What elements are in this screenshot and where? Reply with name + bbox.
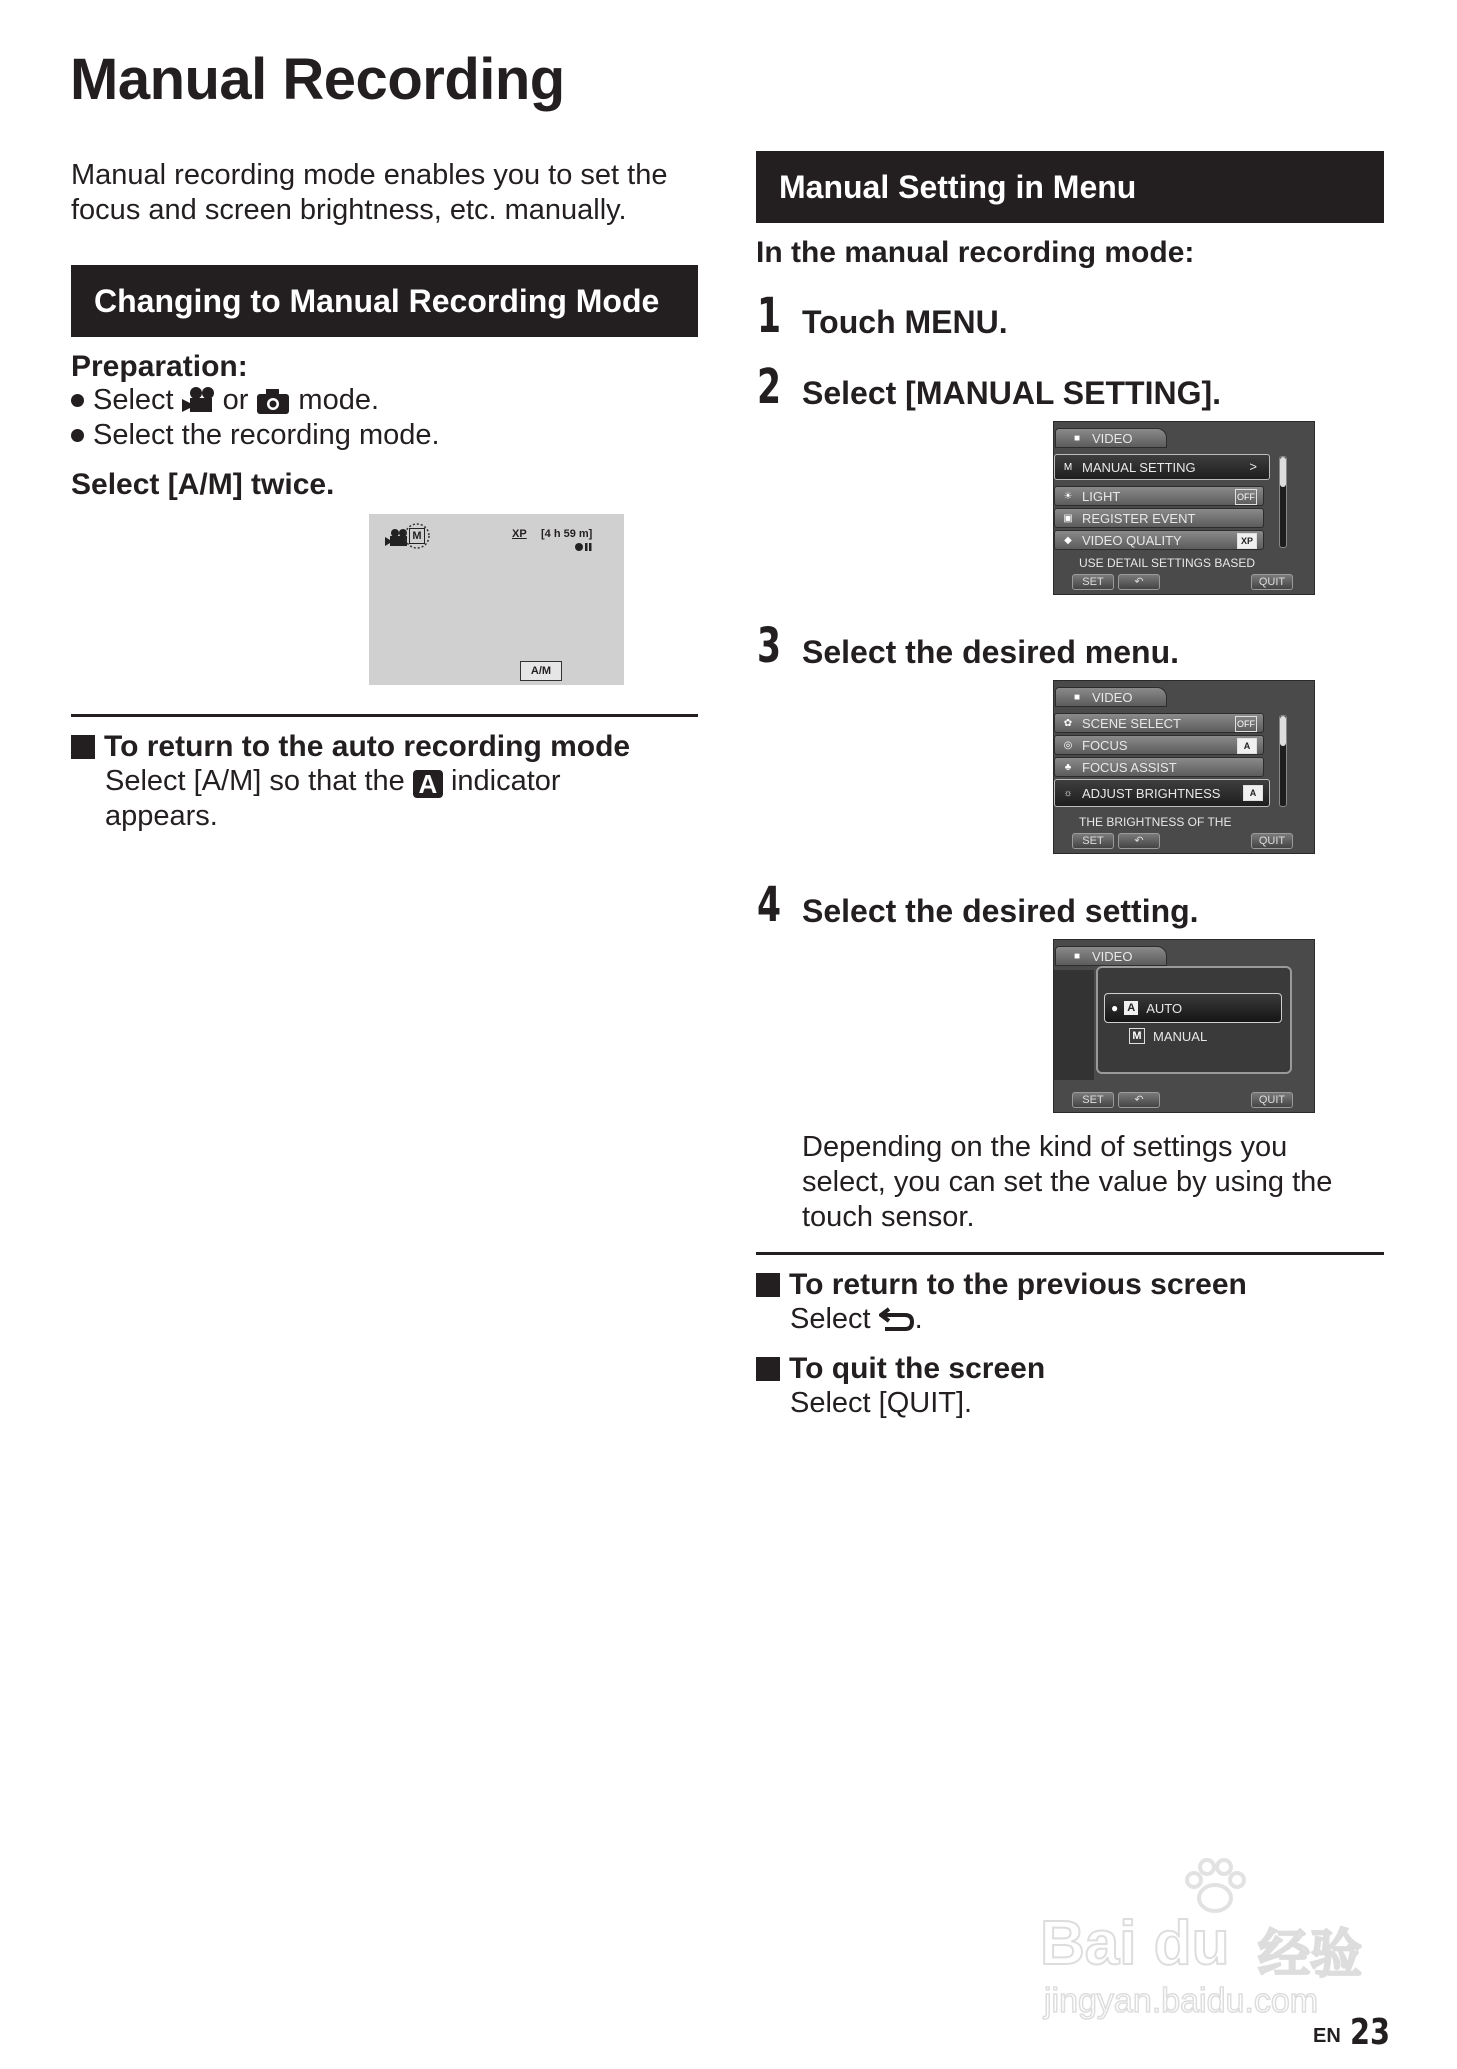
selected-dot-icon: ● [1111,1001,1119,1015]
prev-screen-heading-text: To return to the previous screen [789,1268,1247,1301]
setting-screen-auto-manual [1053,939,1315,1113]
video-tab[interactable]: ■ VIDEO [1055,428,1167,448]
menu-item-video-quality[interactable]: ◆ VIDEO QUALITY XP [1054,530,1264,550]
prev-screen-heading [756,1268,1247,1302]
chevron-right-icon: > [1249,459,1257,474]
step-3-number: 3 [757,618,782,674]
video-camera-icon [182,386,218,416]
left-section-title: Changing to Manual Recording Mode [94,282,660,319]
square-bullet [756,1357,780,1381]
page-title: Manual Recording [70,47,565,112]
prep-text: Select [93,384,174,416]
manual-mode-indicator: M [409,528,425,544]
dimmed-menu-column [1054,970,1094,1080]
prep-bullet-2 [71,419,440,452]
remaining-time: [4 h 59 m] [541,528,593,540]
option-auto[interactable] [1104,993,1282,1023]
menu-item-label: REGISTER EVENT [1082,510,1196,526]
prep-text: or [222,384,249,416]
select-am-instruction: Select [A/M] twice. [71,468,335,501]
divider [756,1252,1384,1255]
step-3-label: Select the desired menu. [802,634,1180,670]
back-button[interactable] [1118,574,1160,590]
prep-bullet-1 [71,384,379,417]
menu-item-manual-setting[interactable]: M MANUAL SETTING > [1054,454,1270,480]
video-tab[interactable]: ■ VIDEO [1055,687,1167,707]
quit-screen-heading-text: To quit the screen [789,1352,1046,1385]
auto-return-heading-text: To return to the auto recording mode [104,730,631,763]
manual-icon: M [1129,1028,1145,1044]
watermark-url: jingyan.baidu.com [1044,1982,1319,2020]
scrollbar[interactable] [1279,456,1287,548]
scene-off-icon: OFF [1235,716,1257,732]
help-text: USE DETAIL SETTINGS BASED [1079,556,1256,570]
am-button[interactable]: A/M [520,661,562,681]
divider [71,714,698,717]
set-button[interactable]: SET [1072,833,1114,849]
bullet-dot [71,394,84,407]
auto-return-text [105,764,665,834]
menu-item-adjust-brightness[interactable]: ☼ ADJUST BRIGHTNESS A [1054,779,1270,807]
menu-item-label: VIDEO QUALITY [1082,532,1182,548]
menu-screen-manual-setting [1053,421,1315,595]
help-text: THE BRIGHTNESS OF THE [1079,815,1232,829]
option-label: AUTO [1146,1000,1183,1016]
set-button[interactable]: SET [1072,574,1114,590]
step-1-label: Touch MENU. [802,304,1008,340]
auto-return-heading [71,730,630,764]
record-pause-icon [575,542,593,552]
auto-return-after: indicator appears. [105,765,561,832]
menu-item-label: LIGHT [1082,488,1121,504]
square-bullet [756,1273,780,1297]
quality-indicator: XP [512,528,527,540]
touch-sensor-note: Depending on the kind of settings you select, you can set the value by using the touch sensor. [802,1131,1333,1233]
back-icon: ↶ [1134,1094,1144,1106]
quit-screen-heading [756,1352,1045,1386]
quit-screen-text: Select [QUIT]. [790,1387,973,1419]
step-4-number: 4 [757,877,782,933]
option-panel [1096,966,1292,1074]
menu-item-light[interactable]: ☀ LIGHT OFF [1054,486,1264,506]
still-camera-icon [256,387,290,415]
watermark-brand: Bai du [1040,1909,1230,1978]
return-arrow-icon [879,1305,915,1333]
prev-before: Select [790,1303,871,1335]
video-tab-label: VIDEO [1092,689,1133,705]
xp-quality-icon: XP [1237,533,1257,549]
menu-item-label: FOCUS ASSIST [1082,759,1177,775]
quit-button[interactable]: QUIT [1251,833,1293,849]
left-section-bar [71,265,698,337]
page-number: 23 [1350,2012,1391,2053]
menu-item-register-event[interactable]: ▣ REGISTER EVENT [1054,508,1264,528]
step-4-label: Select the desired setting. [802,893,1199,929]
scrollbar[interactable] [1279,715,1287,807]
video-tab[interactable]: ■ VIDEO [1055,946,1167,966]
set-button[interactable]: SET [1072,1092,1114,1108]
auto-icon: A [1237,738,1257,754]
menu-item-scene-select[interactable]: ✿ SCENE SELECT OFF [1054,713,1264,733]
auto-indicator-icon: A [413,770,443,798]
manual-mode-subhead: In the manual recording mode: [756,236,1195,269]
preparation-label: Preparation: [71,350,248,383]
option-label: MANUAL [1153,1028,1208,1044]
menu-item-focus-assist[interactable]: ♣ FOCUS ASSIST [1054,757,1264,777]
step-2-label: Select [MANUAL SETTING]. [802,375,1221,411]
back-button[interactable] [1118,833,1160,849]
light-off-icon: OFF [1235,489,1257,505]
back-icon: ↶ [1134,576,1144,588]
video-tab-label: VIDEO [1092,430,1133,446]
back-icon: ↶ [1134,835,1144,847]
baidu-watermark [1040,1860,1380,2020]
right-section-title: Manual Setting in Menu [779,168,1137,205]
bullet-dot [71,429,84,442]
auto-icon: A [1124,1001,1138,1015]
back-button[interactable] [1118,1092,1160,1108]
right-section-bar [756,151,1384,223]
step-2-number: 2 [757,359,782,415]
recording-screen [369,514,624,685]
menu-item-label: ADJUST BRIGHTNESS [1082,785,1221,801]
video-tab-label: VIDEO [1092,948,1133,964]
paw-logo-icon [1180,1856,1250,1916]
footer-lang: EN [1313,2025,1341,2047]
auto-return-before: Select [A/M] so that the [105,765,405,797]
step-1-number: 1 [757,288,782,344]
square-bullet [71,735,95,759]
menu-item-label: FOCUS [1082,737,1128,753]
prep-text: mode. [298,384,380,416]
watermark-cn: 经验 [1258,1925,1363,1985]
menu-screen-manual-items [1053,680,1315,854]
menu-item-label: SCENE SELECT [1082,715,1181,731]
option-manual[interactable] [1104,1024,1280,1048]
menu-item-label: MANUAL SETTING [1082,459,1196,475]
quit-button[interactable]: QUIT [1251,1092,1293,1108]
intro-text: Manual recording mode enables you to set the focus and screen brightness, etc. manually. [71,159,668,226]
prep-text: Select the recording mode. [93,419,440,451]
auto-icon: A [1243,785,1263,801]
prev-screen-text [790,1302,923,1337]
prev-after: . [914,1303,923,1335]
quit-button[interactable]: QUIT [1251,574,1293,590]
menu-item-focus[interactable]: ◎ FOCUS A [1054,735,1264,755]
